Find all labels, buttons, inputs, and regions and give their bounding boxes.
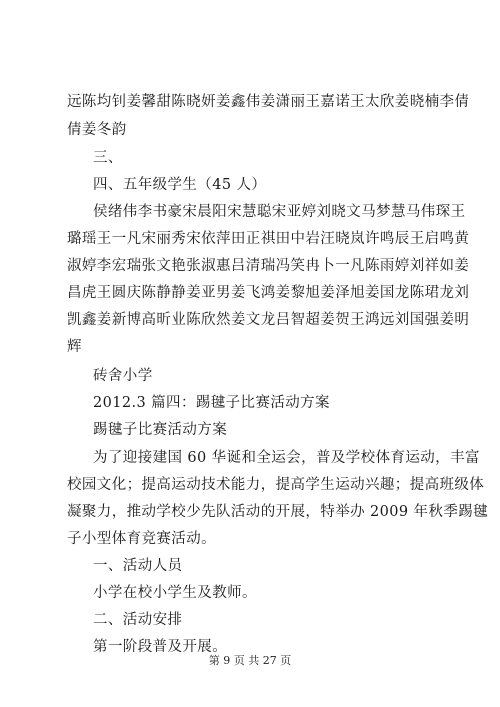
section-heading-4: 四、五年级学生（45 人）: [93, 177, 267, 193]
name-list-line: 昌虎王圆庆陈静静姜亚男姜飞鸿姜黎旭姜泽旭姜国龙陈珺龙刘: [67, 285, 470, 301]
name-list-line: 凯鑫姜新博高昕业陈欣然姜文龙吕智超姜贺王鸿远刘国强姜明: [67, 312, 470, 328]
participants-text: 小学在校小学生及教师。: [93, 585, 257, 601]
arrangement-text: 第一阶段普及开展。: [93, 639, 228, 655]
paragraph-line: 凝聚力，推动学校少先队活动的开展，特举办 2009 年秋季踢毽: [67, 504, 489, 520]
name-list-line: 侯绪伟李书豪宋晨阳宋慧聪宋亚婷刘晓文马梦慧马伟琛王: [93, 204, 466, 220]
plan-title: 踢毽子比赛活动方案: [93, 422, 228, 438]
name-list-line: 淑婷李宏瑞张文艳张淑惠吕清瑞冯笑冉卜一凡陈雨婷刘祥如姜: [67, 258, 470, 274]
name-list-line: 远陈均钊姜馨甜陈晓妍姜鑫伟姜潇丽王嘉诺王太欣姜晓楠李倩: [67, 94, 470, 110]
section-heading-3: 三、: [93, 150, 123, 166]
page-number-footer: 第 9 页 共 27 页: [208, 654, 292, 667]
paragraph-line: 为了迎接建国 60 华诞和全运会，普及学校体育运动，丰富: [93, 450, 480, 466]
date-and-section-title: 2012.3 篇四：踢毽子比赛活动方案: [93, 395, 330, 411]
name-list-line: 璐瑶王一凡宋丽秀宋依萍田正祺田中岩汪晓岚许鸣辰王启鸣黄: [67, 231, 470, 247]
school-name: 砖舍小学: [93, 368, 153, 384]
section-heading-participants: 一、活动人员: [93, 558, 183, 574]
paragraph-line: 校园文化；提高运动技术能力，提高学生运动兴趣；提高班级体: [67, 477, 485, 493]
paragraph-line: 子小型体育竞赛活动。: [67, 531, 216, 547]
name-list-line: 辉: [67, 339, 82, 355]
name-list-line: 倩姜冬韵: [67, 122, 127, 138]
section-heading-arrangement: 二、活动安排: [93, 612, 183, 628]
